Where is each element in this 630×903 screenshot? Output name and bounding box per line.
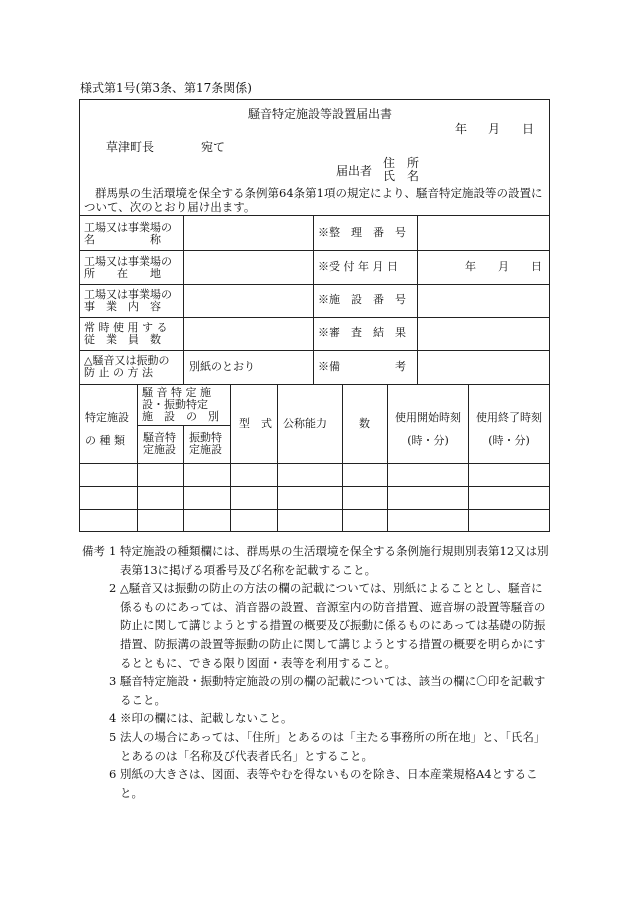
- row-label-prevention: △騒音又は振動の 防 止 の 方 法: [84, 354, 170, 379]
- date-day: 日: [522, 122, 535, 136]
- form-frame: [79, 99, 550, 532]
- received-date-value: 年 月 日: [465, 260, 542, 273]
- note-item: 2 △騒音又は振動の防止の方法の欄の記載については、別紙によることとし、騒音に係るものにあっては、消音器の設置、音源室内の防音措置、遮音塀の設置等騒音の防止に関して講じようとする措置の概要及び振動に係るものにあっては基礎の防振措置、防振溝の設置等振動の防止に関して講じようとする措置の概要を明らかにするとともに、できる限り図面・表等を利用すること。: [109, 581, 546, 670]
- note-item: 6 別紙の大きさは、図面、表等やむを得ないものを除き、日本産業規格A4とすること。: [109, 767, 538, 800]
- applicant-name: 氏 名: [383, 169, 420, 183]
- addressee-name: 草津町長: [106, 140, 155, 154]
- note-item: 4 ※印の欄には、記載しないこと。: [109, 711, 293, 726]
- applicant-label: 届出者: [336, 164, 373, 178]
- row-label-name: 工場又は事業場の 名 称: [84, 221, 172, 246]
- form-title: 騒音特定施設等設置届出書: [248, 107, 393, 121]
- addressee-suffix: 宛て: [201, 140, 226, 154]
- notes-section: [82, 542, 552, 802]
- note-item: 備考 1 特定施設の種類欄には、群馬県の生活環境を保全する条例施行規則別表第12又は別表第13に掲げる項番号及び名称を記載すること。: [82, 544, 549, 577]
- row-label-business: 工場又は事業場の 事 業 内 容: [84, 288, 172, 313]
- row-label-review-result: ※審 査 結 果: [318, 326, 406, 339]
- date-month: 月: [488, 122, 501, 136]
- intro-text: 群馬県の生活環境を保全する条例第64条第1項の規定により、騒音特定施設等の設置について、次のとおり届け出ます。: [84, 186, 543, 214]
- noise-facility-header: 騒音特 定施設: [143, 431, 176, 456]
- applicant-address: 住 所: [383, 156, 420, 170]
- form-label: 様式第1号(第3条、第17条関係): [80, 81, 252, 95]
- row-label-facility-number: ※施 設 番 号: [318, 293, 406, 306]
- vibration-facility-header: 振動特 定施設: [189, 431, 222, 456]
- notes-header: 備考: [82, 544, 105, 558]
- capacity-header: 公称能力: [283, 417, 327, 430]
- facility-distinction-header: 騒 音 特 定 施 設・振動特定 施 設 の 別: [142, 386, 219, 423]
- row-label-location: 工場又は事業場の 所 在 地: [84, 255, 172, 280]
- start-time-header: 使用開始時刻 (時・分): [395, 411, 461, 447]
- note-item: 5 法人の場合にあっては、「住所」とあるのは「主たる事務所の所在地」と、「氏名」とあるのは「名称及び代表者氏名」とすること。: [109, 729, 546, 763]
- row-label-ref-number: ※整 理 番 号: [318, 226, 406, 239]
- row-label-received-date: ※受 付 年 月 日: [318, 260, 398, 273]
- date-year: 年: [455, 122, 468, 136]
- row-label-remarks: ※備 考: [318, 360, 406, 373]
- count-header: 数: [359, 417, 370, 430]
- end-time-header: 使用終了時刻 (時・分): [476, 411, 542, 447]
- facility-type-header: 特定施設 の 種 類: [85, 411, 129, 447]
- prevention-value: 別紙のとおり: [189, 360, 255, 373]
- row-label-employees: 常 時 使 用 す る 従 業 員 数: [84, 321, 168, 346]
- note-item: 3 騒音特定施設・振動特定施設の別の欄の記載については、該当の欄に〇印を記載すること。: [109, 674, 546, 707]
- model-header: 型 式: [239, 417, 272, 430]
